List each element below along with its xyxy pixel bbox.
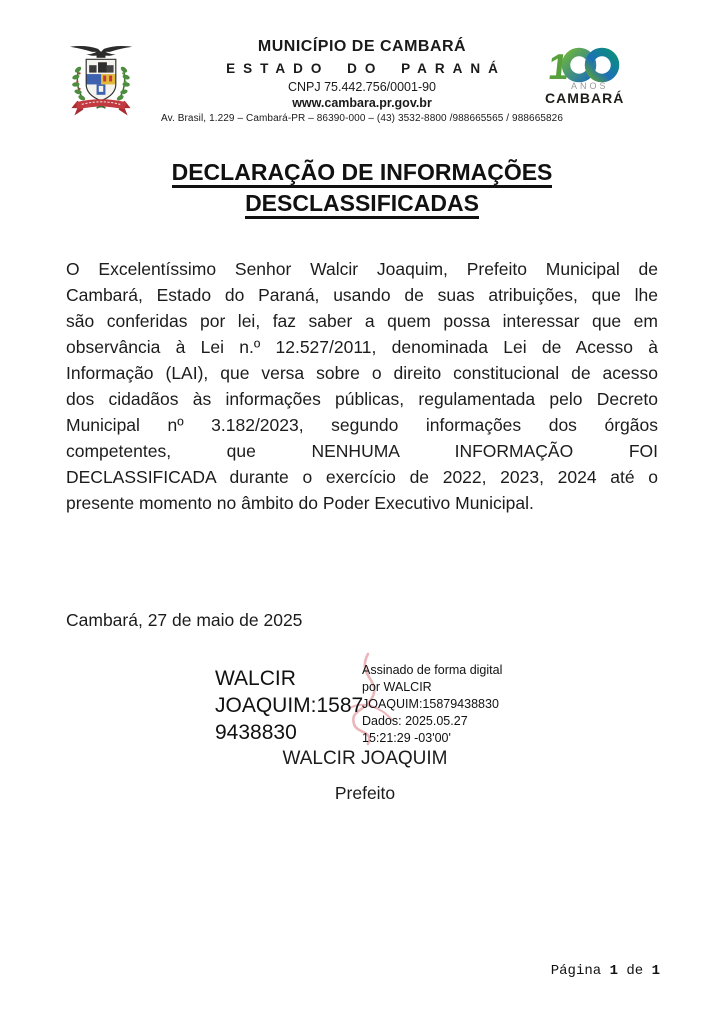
municipality-name: MUNICÍPIO DE CAMBARÁ (257, 38, 467, 55)
cert-line: WALCIR (215, 667, 296, 690)
signer-name: WALCIR JOAQUIM (282, 748, 448, 769)
website-line: www.cambara.pr.gov.br (292, 96, 432, 110)
digital-certificate-name (215, 665, 375, 746)
body-line: observância à Lei n.º 12.527/2011, denominada Lei de Acesso à (66, 337, 658, 357)
page-of-label: de (626, 963, 644, 979)
page-total: 1 (651, 963, 660, 979)
page-number (551, 963, 660, 979)
body-line: competentes, que NENHUMA INFORMAÇÃO FOI (66, 441, 658, 461)
address-line: Av. Brasil, 1.229 – Cambará-PR – 86390-000 – (43) 3532-8800 /988665565 / 988665826 (161, 113, 563, 124)
logo-cambara-text: CAMBARÁ (545, 90, 625, 106)
detail-line: 15:21:29 -03'00' (362, 731, 451, 745)
body-line: Municipal nº 3.182/2023, segundo informações dos órgãos (66, 415, 658, 435)
digital-signature-details (362, 662, 522, 747)
detail-line: JOAQUIM:15879438830 (362, 697, 499, 711)
logo-zero-2 (589, 52, 615, 78)
logo-anos-text: ANOS (571, 81, 609, 91)
body-line: O Excelentíssimo Senhor Walcir Joaquim, Prefeito Municipal de (66, 259, 658, 279)
logo-digit-1: 1 (546, 46, 571, 87)
state-name: ESTADO DO PARANÁ (226, 61, 506, 76)
detail-line: Dados: 2025.05.27 (362, 714, 468, 728)
title-line-1: DECLARAÇÃO DE INFORMAÇÕES (172, 159, 553, 188)
cert-line: 9438830 (215, 721, 297, 744)
cnpj-line: CNPJ 75.442.756/0001-90 (287, 80, 437, 94)
document-title (0, 157, 724, 219)
centenary-logo-icon (545, 43, 627, 109)
signer-role: Prefeito (334, 783, 396, 803)
declaration-paragraph (66, 256, 658, 516)
date-place-line: Cambará, 27 de maio de 2025 (66, 610, 303, 630)
letterhead (132, 38, 592, 124)
body-line: Cambará, Estado do Paraná, usando de suas atribuições, que lhe (66, 285, 658, 305)
detail-line: por WALCIR (362, 680, 432, 694)
cert-line: JOAQUIM:1587 (215, 694, 364, 717)
body-line: dos cidadãos às informações públicas, regulamentada pelo Decreto (66, 389, 658, 409)
title-line-2: DESCLASSIFICADAS (245, 190, 479, 219)
page-label: Página (550, 963, 602, 979)
body-line: Informação (LAI), que versa sobre o direito constitucional de acesso (66, 363, 658, 383)
body-line: presente momento no âmbito do Poder Executivo Municipal. (66, 493, 534, 513)
body-line: DECLASSIFICADA durante o exercício de 2022, 2023, 2024 até o (66, 467, 658, 487)
coat-of-arms-icon (64, 40, 138, 120)
page-current: 1 (609, 963, 618, 979)
detail-line: Assinado de forma digital (362, 663, 503, 677)
body-line: são conferidas por lei, faz saber a quem possa interessar que em (66, 311, 658, 331)
